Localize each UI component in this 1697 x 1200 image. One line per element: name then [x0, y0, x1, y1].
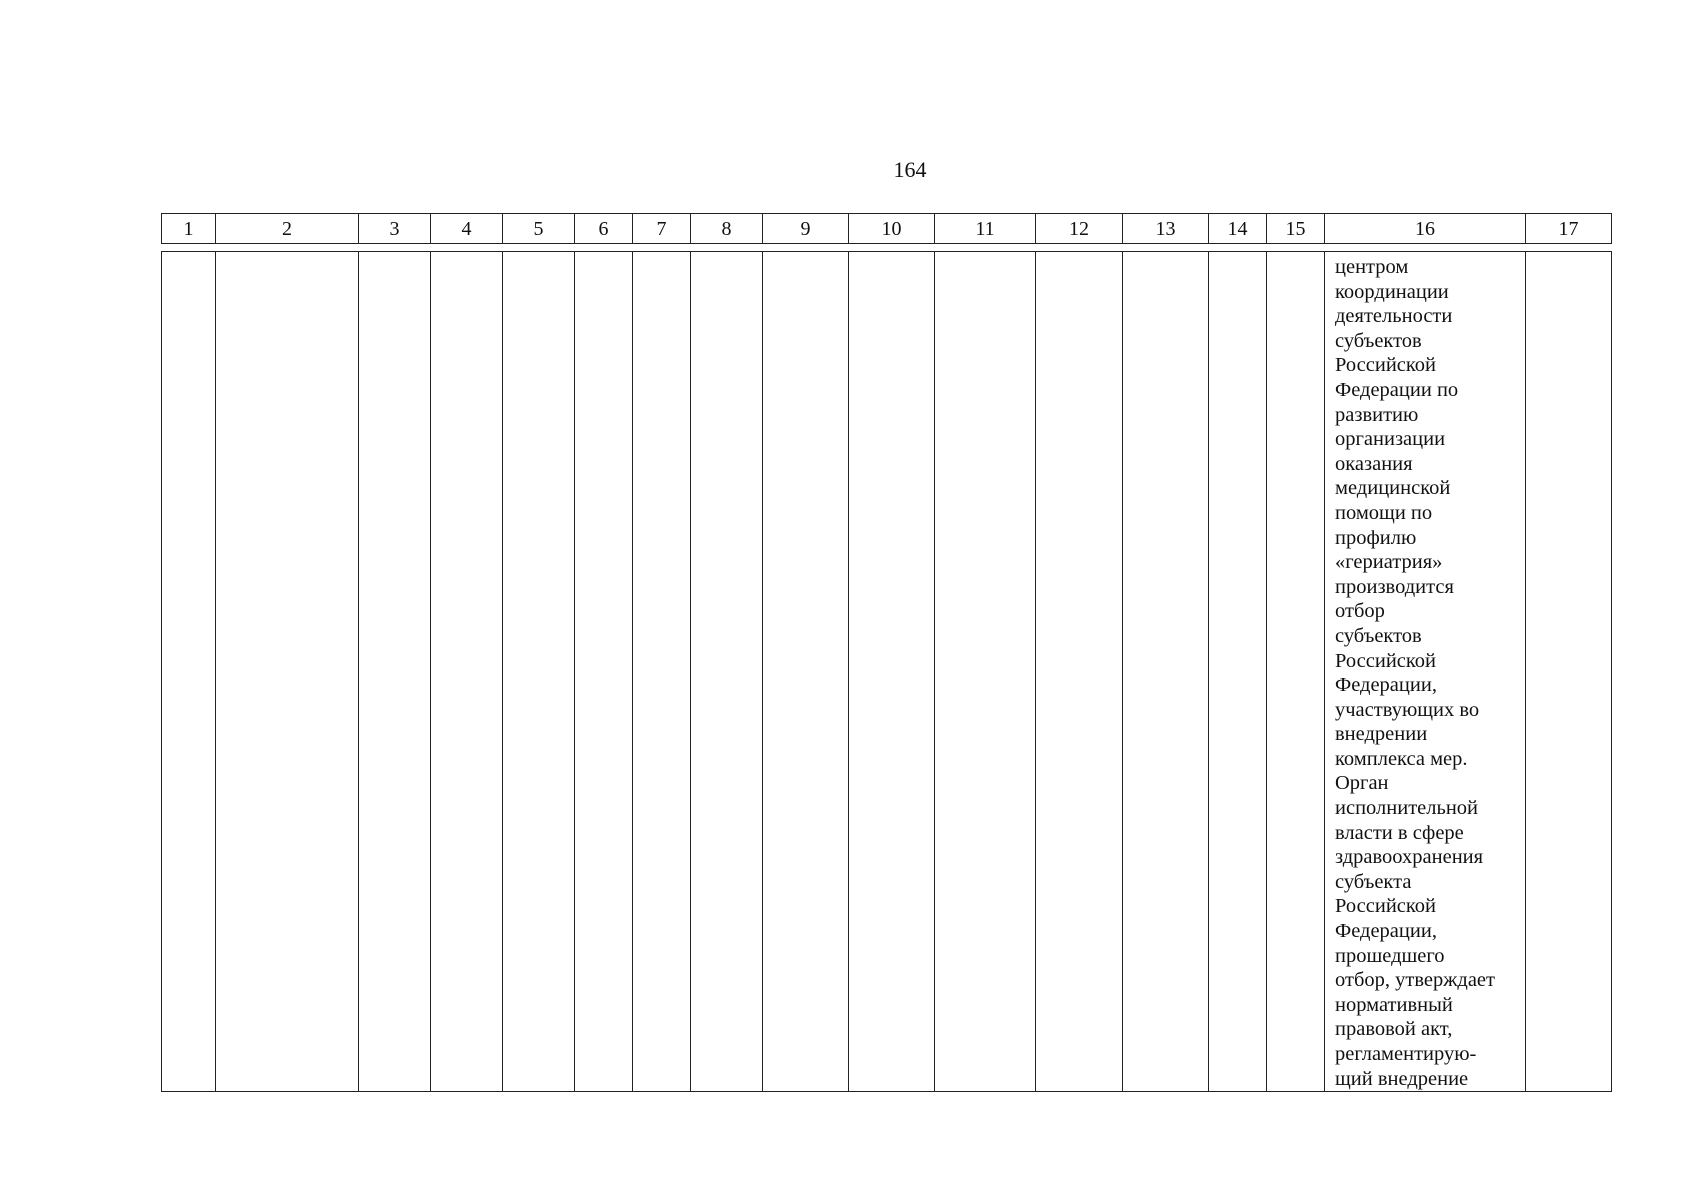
cell-col-17 [1526, 252, 1612, 1092]
column-header-2: 2 [216, 214, 359, 244]
column-header-6: 6 [575, 214, 633, 244]
column-header-15: 15 [1267, 214, 1325, 244]
column-header-16: 16 [1325, 214, 1526, 244]
column-number-header-table [161, 213, 1612, 244]
cell-col-10 [849, 252, 935, 1092]
cell-col-16-text: центром координации деятельности субъектов Российской Федерации по развитию организации оказания медицинской помощи по профилю «гериатрия» производится отбор субъектов Российской Федерации, участвующих во внедрении комплекса мер. Орган исполнительной власти в сфере здравоохранения субъекта Российской Федерации, прошедшего отбор, утверждает нормативный правовой акт, регламентирую- щий внедрение [1325, 252, 1526, 1092]
column-header-5: 5 [503, 214, 575, 244]
table-row [162, 252, 1612, 1092]
cell-col-8 [691, 252, 763, 1092]
content-table [161, 251, 1612, 1092]
column-header-9: 9 [763, 214, 849, 244]
cell-col-6 [575, 252, 633, 1092]
column-header-17: 17 [1526, 214, 1612, 244]
column-header-12: 12 [1036, 214, 1123, 244]
column-header-3: 3 [359, 214, 431, 244]
cell-col-12 [1036, 252, 1123, 1092]
cell-col-3 [359, 252, 431, 1092]
column-header-1: 1 [162, 214, 216, 244]
cell-col-14 [1209, 252, 1267, 1092]
cell-col-11 [935, 252, 1036, 1092]
cell-col-9 [763, 252, 849, 1092]
cell-col-5 [503, 252, 575, 1092]
page-number: 164 [893, 157, 927, 182]
column-header-11: 11 [935, 214, 1036, 244]
cell-col-15 [1267, 252, 1325, 1092]
column-header-13: 13 [1123, 214, 1209, 244]
cell-col-13 [1123, 252, 1209, 1092]
column-header-10: 10 [849, 214, 935, 244]
cell-col-4 [431, 252, 503, 1092]
column-header-4: 4 [431, 214, 503, 244]
header-row [162, 214, 1612, 244]
cell-col-7 [633, 252, 691, 1092]
column-header-7: 7 [633, 214, 691, 244]
cell-col-2 [216, 252, 359, 1092]
column-header-14: 14 [1209, 214, 1267, 244]
column-header-8: 8 [691, 214, 763, 244]
cell-col-1 [162, 252, 216, 1092]
